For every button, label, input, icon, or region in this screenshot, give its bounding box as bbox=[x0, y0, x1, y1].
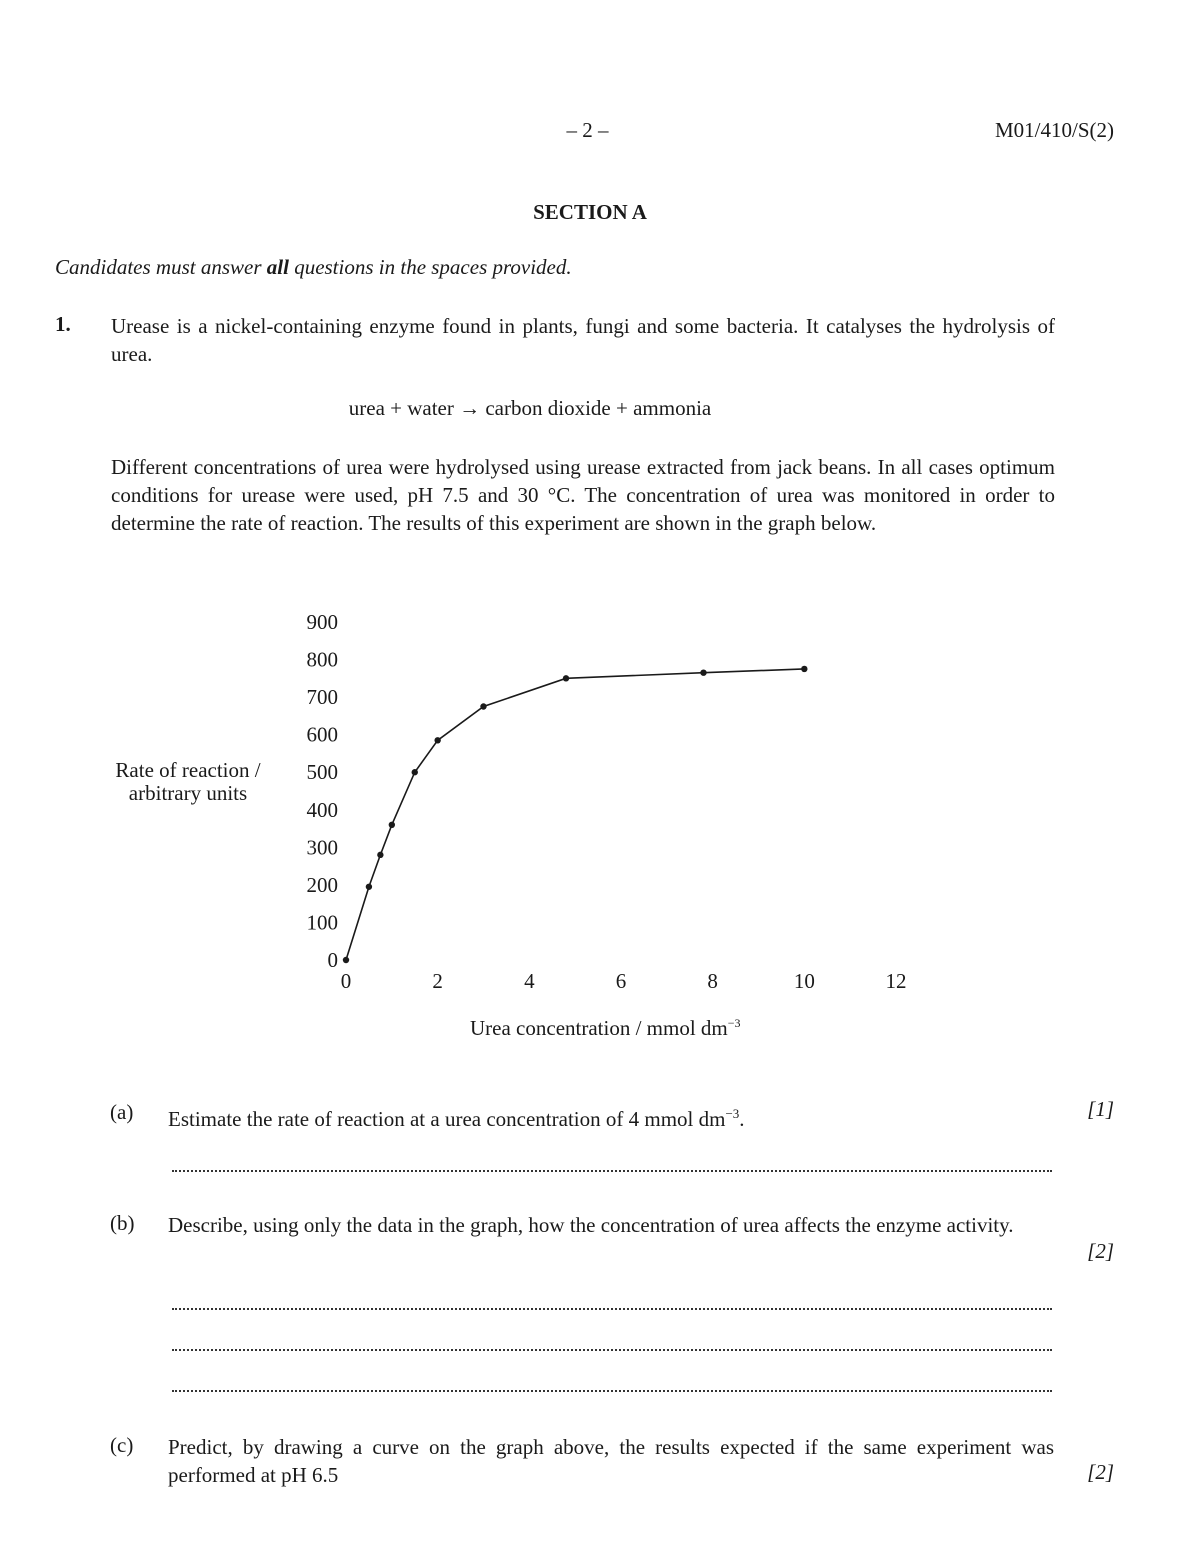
y-tick-label: 900 bbox=[306, 610, 338, 634]
part-b-text: Describe, using only the data in the graph, how the concentration of urea affects the enzyme activity. bbox=[168, 1213, 1014, 1237]
data-point bbox=[343, 957, 349, 963]
x-tick-label: 6 bbox=[615, 969, 627, 993]
data-point bbox=[801, 666, 807, 672]
x-tick-label: 10 bbox=[793, 969, 815, 993]
y-tick-label: 300 bbox=[306, 835, 338, 860]
data-point bbox=[434, 737, 440, 743]
y-tick-label: 400 bbox=[306, 797, 338, 822]
page-number: – 2 – bbox=[566, 118, 609, 142]
data-point bbox=[366, 884, 372, 890]
x-tick-label: 0 bbox=[340, 969, 352, 993]
data-point bbox=[412, 769, 418, 775]
y-tick-label: 200 bbox=[306, 872, 338, 897]
part-c-text: Predict, by drawing a curve on the graph above, the results expected if the same experiment was performed at pH 6.5 bbox=[168, 1435, 1054, 1487]
y-tick-label: 800 bbox=[306, 647, 338, 672]
answer-line[interactable] bbox=[172, 1345, 1052, 1351]
instructions: Candidates must answer all questions in the spaces provided. bbox=[55, 255, 572, 279]
answer-line[interactable] bbox=[172, 1304, 1052, 1310]
x-tick-label: 2 bbox=[432, 969, 443, 993]
x-tick-label: 4 bbox=[524, 969, 535, 993]
data-point bbox=[377, 852, 383, 858]
series-points bbox=[343, 666, 808, 963]
question-intro: Urease is a nickel-containing enzyme found in plants, fungi and some bacteria. It catalyses the hydrolysis of urea. bbox=[111, 314, 1055, 366]
part-b-marks: [2] bbox=[1087, 1239, 1114, 1263]
y-tick-label: 600 bbox=[306, 722, 338, 747]
series-line bbox=[346, 669, 804, 960]
y-tick-label: 0 bbox=[327, 948, 338, 972]
part-a-marks: [1] bbox=[1087, 1097, 1114, 1121]
data-point bbox=[563, 675, 569, 681]
x-axis-label: Urea concentration / mmol $dm^{-3}$ bbox=[470, 1016, 741, 1040]
part-a-label: (a) bbox=[110, 1100, 134, 1124]
part-c-label: (c) bbox=[110, 1433, 134, 1457]
answer-line[interactable] bbox=[172, 1166, 1052, 1172]
data-point bbox=[480, 703, 486, 709]
question-number: 1. bbox=[55, 312, 71, 336]
y-tick-label: 500 bbox=[306, 760, 338, 785]
part-b-label: (b) bbox=[110, 1211, 135, 1235]
y-tick-label: 700 bbox=[306, 685, 338, 710]
section-title: SECTION A bbox=[533, 200, 647, 224]
x-tick-labels bbox=[341, 969, 907, 993]
y-axis-label: Rate of reaction / arbitrary units bbox=[115, 758, 261, 805]
question-description: Different concentrations of urea were hydrolysed using urease extracted from jack beans. In all cases optimum conditions for urease were used, pH 7.5 and 30 °C. The concentration of urea was monitored in order to determine the rate of reaction. The results of this experiment are shown in the graph below. bbox=[111, 455, 1055, 535]
data-point bbox=[700, 670, 706, 676]
reaction-equation: urea + water → carbon dioxide + ammonia bbox=[348, 396, 712, 420]
part-c-marks: [2] bbox=[1087, 1460, 1114, 1484]
x-tick-label: 8 bbox=[707, 969, 718, 993]
part-a-text: Estimate the rate of reaction at a urea concentration of 4 mmol $dm^{-3}$. bbox=[168, 1106, 745, 1131]
answer-line[interactable] bbox=[172, 1386, 1052, 1392]
paper-code: M01/410/S(2) bbox=[994, 118, 1114, 142]
data-point bbox=[389, 822, 395, 828]
y-tick-label: 100 bbox=[306, 910, 338, 935]
y-tick-labels bbox=[307, 610, 339, 972]
x-tick-label: 12 bbox=[885, 969, 907, 993]
